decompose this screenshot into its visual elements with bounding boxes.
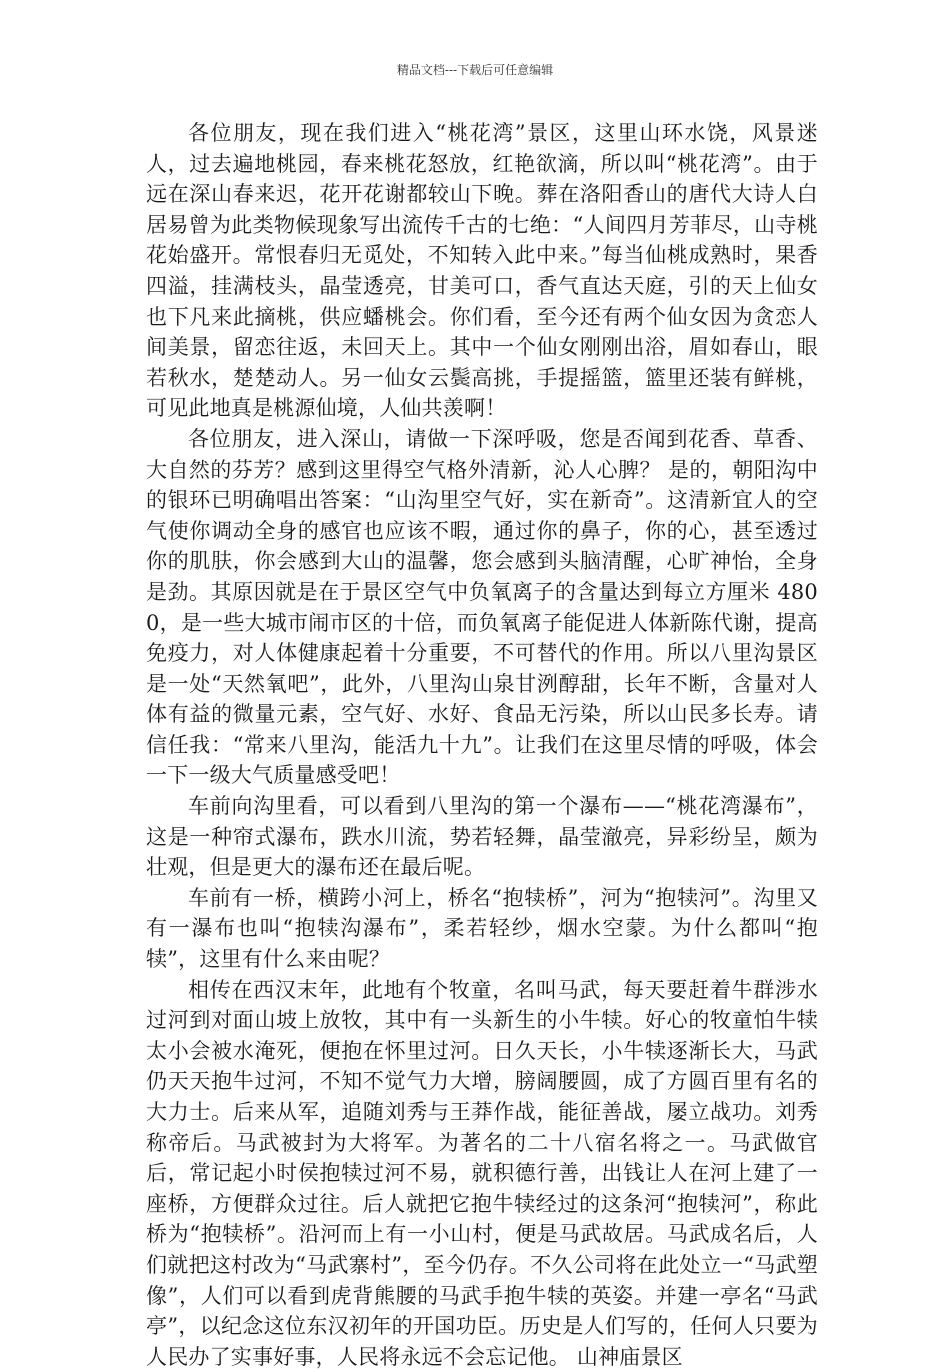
document-body [146,118,818,1372]
paragraph-ma-wu-legend: 相传在西汉末年，此地有个牧童，名叫马武，每天要赶着牛群涉水过河到对面山坡上放牧，其中有一头新生的小牛犊。好心的牧童怕牛犊太小会被水淹死，便抱在怀里过河。日久天长，小牛犊逐渐长大，马武仍天天抱牛过河，不知不觉气力大增，膀阔腰圆，成了方圆百里有名的大力士。后来从军，追随刘秀与王莽作战，能征善战，屡立战功。刘秀称帝后。马武被封为大将军。为著名的二十八宿名将之一。马武做官后，常记起小时侯抱犊过河不易，就积德行善，出钱让人在河上建了一座桥，方便群众过往。后人就把它抱牛犊经过的这条河“抱犊河”，称此桥为“抱犊桥”。沿河而上有一小山村，便是马武故居。马武成名后，人们就把这村改为“马武寨村”，至今仍存。不久公司将在此处立一“马武塑像”，人们可以看到虎背熊腰的马武手抱牛犊的英姿。并建一亭名“马武亭”，以纪念这位东汉初年的开国功臣。历史是人们写的，任何人只要为人民办了实事好事，人民将永远不会忘记他。 山神庙景区 [146,977,818,1369]
paragraph-deep-breath: 各位朋友，进入深山，请做一下深呼吸，您是否闻到花香、草香、大自然的芬芳？感到这里得空气格外清新，沁人心脾？ 是的，朝阳沟中的银环已明确唱出答案：“山沟里空气好，实在新奇”。这清新宜人的空气使你调动全身的感官也应该不暇，通过你的鼻子，你的心，甚至透过你的肌肤，你会感到大山的温馨，您会感到头脑清醒，心旷神怡，全身是劲。其原因就是在于景区空气中负氧离子的含量达到每立方厘米 4800，是一些大城市闹市区的十倍，而负氧离子能促进人体新陈代谢，提高免疫力，对人体健康起着十分重要，不可替代的作用。所以八里沟景区是一处“天然氧吧”，此外，八里沟山泉甘洌醇甜，长年不断，含量对人体有益的微量元素，空气好、水好、食品无污染，所以山民多长寿。请信任我：“常来八里沟，能活九十九”。让我们在这里尽情的呼吸，体会一下一级大气质量感受吧！ [146,426,818,788]
paragraph-first-waterfall: 车前向沟里看，可以看到八里沟的第一个瀑布——“桃花湾瀑布”，这是一种帘式瀑布，跌水川流，势若轻舞，晶莹澈亮，异彩纷呈，颇为壮观，但是更大的瀑布还在最后呢。 [146,794,818,880]
page-header: 精品文档---下载后可任意编辑 [396,63,554,77]
paragraph-taohuawan: 各位朋友，现在我们进入“桃花湾”景区，这里山环水饶，风景迷人，过去遍地桃园，春来桃花怒放，红艳欲滴，所以叫“桃花湾”。由于远在深山春来迟，花开花谢都较山下晚。葬在洛阳香山的唐代大诗人白居易曾为此类物候现象写出流传千古的七绝：“人间四月芳菲尽，山寺桃花始盛开。常恨春归无觅处，不知转入此中来。”每当仙桃成熟时，果香四溢，挂满枝头，晶莹透亮，甘美可口，香气直达天庭，引的天上仙女也下凡来此摘桃，供应蟠桃会。你们看，至今还有两个仙女因为贪恋人间美景，留恋往返，未回天上。其中一个仙女刚刚出浴，眉如春山，眼若秋水，楚楚动人。另一仙女云鬓高挑，手提摇篮，篮里还装有鲜桃，可见此地真是桃源仙境，人仙共羡啊！ [146,121,818,421]
paragraph-baodu-bridge: 车前有一桥，横跨小河上，桥名“抱犊桥”，河为“抱犊河”。沟里又有一瀑布也叫“抱犊沟瀑布”，柔若轻纱，烟水空蒙。为什么都叫“抱犊”，这里有什么来由呢？ [146,885,818,972]
